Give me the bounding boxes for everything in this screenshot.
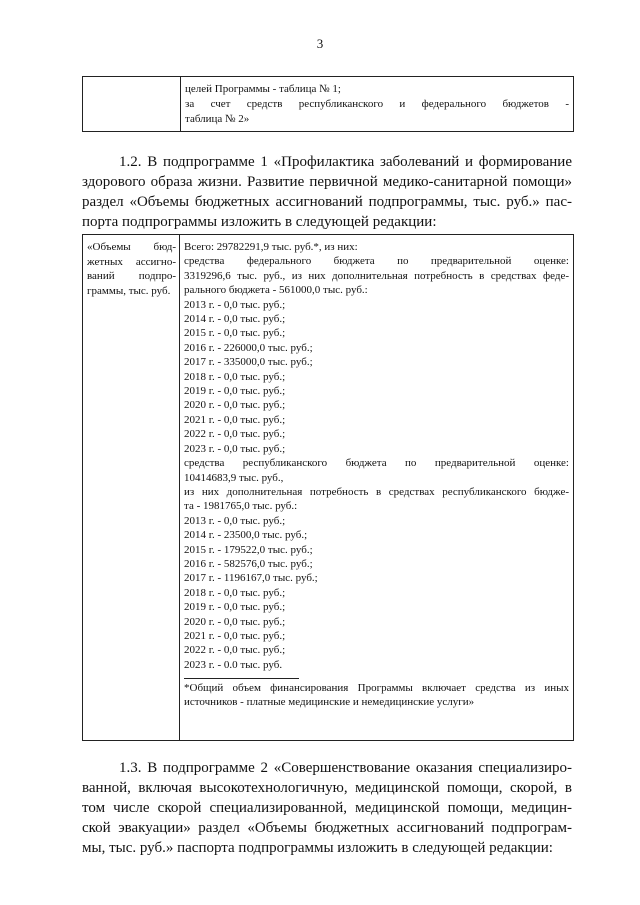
paragraph-1-3: [82, 758, 572, 858]
text-line: раздел «Объемы бюджетных ассигнований подпрограммы, тыс. руб.» пас-: [82, 194, 572, 210]
text-line: 2017 г. - 335000,0 тыс. руб.;: [184, 356, 313, 369]
text-line: 2021 г. - 0,0 тыс. руб.;: [184, 629, 286, 642]
text-line: 2022 г. - 0,0 тыс. руб.;: [184, 428, 286, 441]
text-line: 2018 г. - 0,0 тыс. руб.;: [184, 370, 286, 383]
text-line: 2018 г. - 0,0 тыс. руб.;: [184, 586, 286, 599]
text-line: средства республиканского бюджета по предварительной оценке:: [184, 457, 569, 470]
text-line: 2017 г. - 1196167,0 тыс. руб.;: [184, 572, 318, 585]
text-line: «Объемы бюд-: [87, 241, 176, 253]
text-line: здорового образа жизни. Развитие первичной медико-санитарной помощи»: [82, 174, 572, 190]
text-line: источников - платные медицинские и немедицинские услуги»: [184, 696, 475, 709]
text-line: ваний подпро-: [87, 270, 176, 282]
paragraph-1-2: [82, 152, 572, 232]
text-line: граммы, тыс. руб.: [87, 284, 171, 297]
top-table-fragment: [82, 76, 574, 132]
budget-table-label-cell: [83, 235, 180, 740]
text-line: ской эвакуации» раздел «Объемы бюджетных ассигнований подпрограм-: [82, 820, 572, 836]
budget-table: [82, 234, 574, 741]
text-line: 2013 г. - 0,0 тыс. руб.;: [184, 298, 286, 311]
text-line: таблица № 2»: [185, 113, 250, 125]
text-line: та - 1981765,0 тыс. руб.:: [184, 500, 298, 513]
text-line: 10414683,9 тыс. руб.,: [184, 471, 284, 484]
text-line: 2020 г. - 0,0 тыс. руб.;: [184, 615, 286, 628]
text-line: порта подпрограммы изложить в следующей редакции:: [82, 214, 437, 230]
text-line: 2021 г. - 0,0 тыс. руб.;: [184, 413, 286, 426]
text-line: мы, тыс. руб.» паспорта подпрограммы изложить в следующей редакции:: [82, 840, 553, 856]
page-number: 3: [316, 36, 324, 51]
top-table-right-cell: [181, 77, 573, 131]
text-line: 2015 г. - 179522,0 тыс. руб.;: [184, 543, 313, 556]
text-line: 3319296,6 тыс. руб., из них дополнительная потребность в средствах феде-: [184, 269, 569, 282]
text-line: *Общий объем финансирования Программы включает средства из иных: [184, 682, 569, 695]
text-line: Всего: 29782291,9 тыс. руб.*, из них:: [184, 241, 358, 253]
text-line: 1.3. В подпрограмме 2 «Совершенствование оказания специализиро-: [119, 760, 572, 776]
text-line: 2015 г. - 0,0 тыс. руб.;: [184, 327, 286, 340]
text-line: 2019 г. - 0,0 тыс. руб.;: [184, 601, 286, 614]
text-line: средства федерального бюджета по предварительной оценке:: [184, 255, 569, 268]
text-line: рального бюджета - 561000,0 тыс. руб.:: [184, 284, 368, 297]
text-line: 2014 г. - 23500,0 тыс. руб.;: [184, 529, 308, 542]
text-line: из них дополнительная потребность в средствах республиканского бюдже-: [184, 485, 569, 498]
text-line: жетных ассигно-: [87, 255, 176, 268]
text-line: 2019 г. - 0,0 тыс. руб.;: [184, 385, 286, 398]
text-line: 1.2. В подпрограмме 1 «Профилактика заболеваний и формирование: [119, 154, 572, 170]
text-line: том числе скорой специализированной, медицинской помощи, медицин-: [82, 800, 572, 816]
footnote: [184, 681, 569, 709]
text-line: 2016 г. - 226000,0 тыс. руб.;: [184, 341, 313, 354]
footnote-divider: [184, 678, 299, 679]
text-line: 2013 г. - 0,0 тыс. руб.;: [184, 514, 286, 527]
text-line: 2020 г. - 0,0 тыс. руб.;: [184, 399, 286, 412]
text-line: 2016 г. - 582576,0 тыс. руб.;: [184, 557, 313, 570]
text-line: за счет средств республиканского и федерального бюджетов -: [185, 98, 569, 110]
text-line: 2023 г. - 0,0 тыс. руб.;: [184, 442, 286, 455]
text-line: ванной, включая высокотехнологичную, медицинской помощи, скорой, в: [82, 780, 572, 796]
top-table-left-cell: [83, 77, 181, 131]
text-line: 2022 г. - 0,0 тыс. руб.;: [184, 644, 286, 657]
text-line: 2023 г. - 0.0 тыс. руб.: [184, 658, 283, 671]
budget-table-value-cell: [180, 235, 573, 740]
text-line: целей Программы - таблица № 1;: [185, 83, 341, 95]
text-line: 2014 г. - 0,0 тыс. руб.;: [184, 313, 286, 326]
